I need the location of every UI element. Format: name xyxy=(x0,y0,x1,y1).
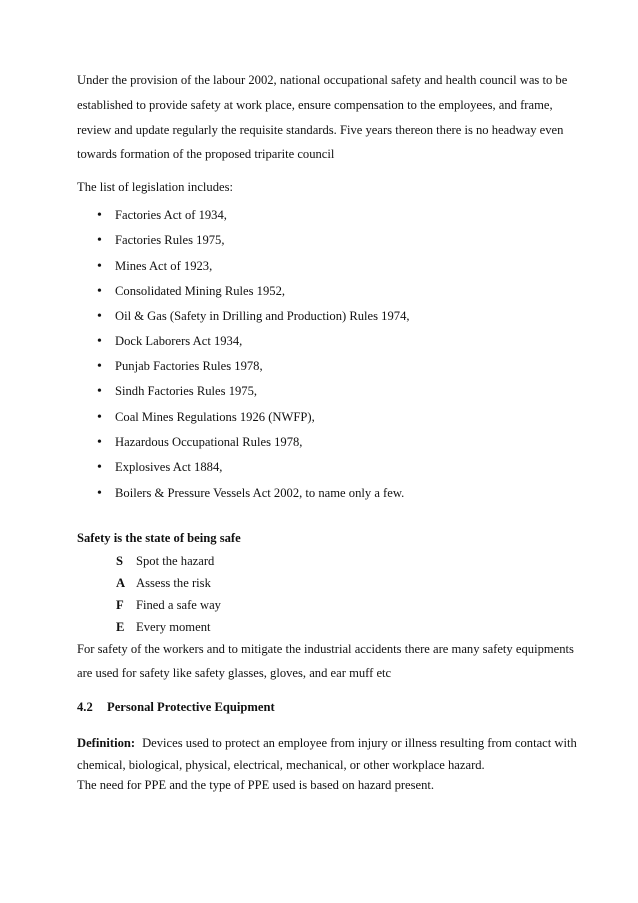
bullet-icon: • xyxy=(97,486,102,501)
list-item-text: Factories Rules 1975, xyxy=(115,233,225,247)
bullet-icon: • xyxy=(97,460,102,475)
list-item-text: Dock Laborers Act 1934, xyxy=(115,334,243,348)
acronym-text: Every moment xyxy=(136,620,211,634)
list-item xyxy=(97,383,257,400)
acronym-text: Fined a safe way xyxy=(136,598,221,612)
acronym-letter: F xyxy=(116,598,124,612)
list-item xyxy=(97,333,242,350)
safety-heading: Safety is the state of being safe xyxy=(77,531,241,545)
section-number: 4.2 xyxy=(77,700,93,714)
list-item xyxy=(97,434,302,451)
acronym-row xyxy=(116,619,211,635)
bullet-icon: • xyxy=(97,435,102,450)
acronym-row xyxy=(116,575,211,591)
list-item-text: Consolidated Mining Rules 1952, xyxy=(115,284,286,298)
list-item-text: Sindh Factories Rules 1975, xyxy=(115,384,258,398)
list-item-text: Oil & Gas (Safety in Drilling and Production) Rules 1974, xyxy=(115,309,410,323)
acronym-text: Spot the hazard xyxy=(136,554,215,568)
acronym-text: Assess the risk xyxy=(136,576,211,590)
list-item xyxy=(97,283,285,300)
intro-line-4: towards formation of the proposed triparite council xyxy=(77,147,335,161)
definition-label: Definition: xyxy=(77,736,136,750)
list-item-text: Coal Mines Regulations 1926 (NWFP), xyxy=(115,410,315,424)
legislation-heading: The list of legislation includes: xyxy=(77,180,233,194)
safety-para-line-2: are used for safety like safety glasses, gloves, and ear muff etc xyxy=(77,666,392,680)
intro-line-2: established to provide safety at work place, ensure compensation to the employees, and frame, xyxy=(77,98,553,112)
list-item xyxy=(97,358,263,375)
definition-line-2: chemical, biological, physical, electrical, mechanical, or other workplace hazard. xyxy=(77,758,485,772)
safety-para-line-1: For safety of the workers and to mitigate the industrial accidents there are many safety equipments xyxy=(77,642,574,656)
list-item-text: Explosives Act 1884, xyxy=(115,460,223,474)
list-item xyxy=(97,485,404,502)
list-item-text: Mines Act of 1923, xyxy=(115,259,213,273)
list-item-text: Hazardous Occupational Rules 1978, xyxy=(115,435,303,449)
bullet-icon: • xyxy=(97,410,102,425)
acronym-row xyxy=(116,597,221,613)
acronym-row xyxy=(116,553,214,569)
list-item-text: Factories Act of 1934, xyxy=(115,208,227,222)
list-item xyxy=(97,232,224,249)
acronym-letter: S xyxy=(116,554,124,568)
intro-line-3: review and update regularly the requisite standards. Five years thereon there is no headway even xyxy=(77,123,564,137)
section-title: Personal Protective Equipment xyxy=(107,700,275,714)
acronym-letter: E xyxy=(116,620,125,634)
list-item xyxy=(97,308,410,325)
list-item xyxy=(97,258,212,275)
bullet-icon: • xyxy=(97,334,102,349)
section-heading xyxy=(77,699,275,715)
list-item-text: Boilers & Pressure Vessels Act 2002, to name only a few. xyxy=(115,486,405,500)
list-item-text: Punjab Factories Rules 1978, xyxy=(115,359,263,373)
definition-line-3: The need for PPE and the type of PPE used is based on hazard present. xyxy=(77,778,435,792)
definition-text: Devices used to protect an employee from injury or illness resulting from contact with xyxy=(142,736,577,750)
bullet-icon: • xyxy=(97,284,102,299)
bullet-icon: • xyxy=(97,208,102,223)
acronym-letter: A xyxy=(116,576,126,590)
definition-line-1 xyxy=(77,735,577,751)
bullet-icon: • xyxy=(97,259,102,274)
list-item xyxy=(97,207,227,224)
intro-line-1: Under the provision of the labour 2002, national occupational safety and health council was to be xyxy=(77,73,568,87)
bullet-icon: • xyxy=(97,309,102,324)
list-item xyxy=(97,409,315,426)
bullet-icon: • xyxy=(97,359,102,374)
bullet-icon: • xyxy=(97,384,102,399)
bullet-icon: • xyxy=(97,233,102,248)
list-item xyxy=(97,459,222,476)
